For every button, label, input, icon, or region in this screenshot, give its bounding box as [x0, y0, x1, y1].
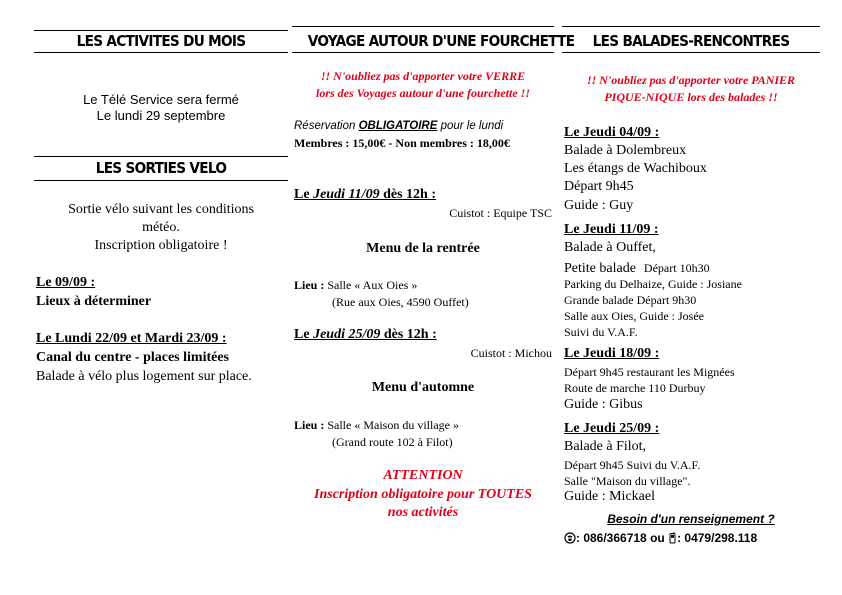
event1-address: (Rue aux Oies, 4590 Ouffet)	[332, 295, 469, 309]
balade2-depart: Départ 10h30	[643, 261, 710, 275]
mobile-phone-icon	[668, 532, 677, 547]
balade3-line3: Guide : Gibus	[564, 397, 643, 412]
balade2-line2	[564, 259, 710, 277]
divider	[34, 180, 288, 181]
balade2-petite: Petite balade	[564, 261, 636, 276]
reminder-panier-line2: PIQUE-NIQUE lors des balades !!	[604, 90, 778, 104]
column-voyage	[292, 0, 575, 595]
reminder-panier-line1: !! N'oubliez pas d'apporter votre PANIER	[586, 73, 796, 87]
event1-menu: Menu de la rentrée	[366, 241, 480, 256]
divider	[292, 52, 554, 53]
event2-date	[294, 327, 437, 343]
balade4-line4: Guide : Mickael	[564, 489, 655, 504]
reservation-text-end: pour le lundi	[437, 120, 504, 132]
balade4-line1: Balade à Filot,	[564, 439, 647, 454]
balade1-line1: Balade à Dolembreux	[564, 143, 687, 158]
divider	[34, 156, 288, 157]
event2-time: dès 12h :	[380, 327, 437, 342]
event2-lieu-label: Lieu :	[294, 418, 325, 432]
reminder-verre-line2: lors des Voyages autour d'une fourchette !!	[315, 86, 531, 100]
divider	[562, 52, 820, 53]
sortie-line2: météo.	[142, 220, 180, 235]
event2-lieu	[294, 418, 459, 433]
event2-address: (Grand route 102 à Filot)	[332, 435, 453, 449]
balade4-date: Le Jeudi 25/09 :	[564, 421, 660, 436]
event2-menu: Menu d'automne	[371, 380, 475, 395]
reservation-obligatoire: OBLIGATOIRE	[358, 120, 438, 132]
balade3-line1: Départ 9h45 restaurant les Mignées	[564, 365, 735, 379]
event1-lieu-label: Lieu :	[294, 278, 325, 292]
event1-date	[294, 187, 436, 203]
attention-title: ATTENTION	[383, 468, 463, 483]
balade2-line5: Salle aux Oies, Guide : Josée	[564, 309, 704, 323]
balade1-line2: Les étangs de Wachiboux	[564, 161, 707, 176]
balade3-line2: Route de marche 110 Durbuy	[564, 381, 706, 395]
event1-lieu-value: Salle « Aux Oies »	[324, 278, 418, 292]
divider	[34, 30, 288, 31]
attention-line2: Inscription obligatoire pour TOUTES	[314, 487, 532, 502]
event1-lieu	[294, 278, 417, 293]
event2-cook: Cuistot : Michou	[470, 346, 552, 360]
phone-icon	[564, 532, 576, 547]
info-request: Besoin d'un renseignement ?	[607, 512, 775, 526]
sortie-line3: Inscription obligatoire !	[94, 238, 228, 253]
reservation-text: Réservation	[294, 120, 359, 132]
balade3-date: Le Jeudi 18/09 :	[564, 346, 660, 361]
sortie-date-2: Le Lundi 22/09 et Mardi 23/09 :	[36, 331, 227, 346]
attention-line3: nos activités	[387, 505, 459, 520]
phone-number: : 086/366718 ou	[576, 531, 665, 545]
event1-day: Jeudi 11/09	[313, 187, 380, 202]
section-title-sorties: LES SORTIES VELO	[95, 159, 227, 177]
event1-le: Le	[294, 187, 314, 202]
sortie-date-2-desc2: Balade à vélo plus logement sur place.	[36, 369, 252, 384]
sortie-line1: Sortie vélo suivant les conditions	[68, 202, 254, 217]
section-title-balades: LES BALADES-RENCONTRES	[592, 32, 790, 50]
balade1-line3: Départ 9h45	[564, 179, 634, 194]
section-title-voyage: VOYAGE AUTOUR D'UNE FOURCHETTE	[307, 32, 575, 50]
prices: Membres : 15,00€ - Non membres : 18,00€	[294, 136, 510, 150]
event1-time: dès 12h :	[379, 187, 436, 202]
balade2-line1: Balade à Ouffet,	[564, 240, 656, 255]
tele-service-line2: Le lundi 29 septembre	[96, 108, 226, 123]
contact-line	[564, 531, 757, 547]
balade2-date: Le Jeudi 11/09 :	[564, 222, 659, 237]
balade4-line3: Salle "Maison du village".	[564, 474, 691, 488]
section-title-activites: LES ACTIVITES DU MOIS	[76, 32, 246, 50]
balade1-date: Le Jeudi 04/09 :	[564, 125, 660, 140]
divider	[292, 26, 554, 27]
tele-service-line1: Le Télé Service sera fermé	[83, 92, 239, 107]
sortie-date-1-desc: Lieux à déterminer	[36, 294, 152, 309]
balade4-line2: Départ 9h45 Suivi du V.A.F.	[564, 458, 701, 472]
divider	[562, 26, 820, 27]
column-balades	[562, 0, 820, 595]
balade2-line3: Parking du Delhaize, Guide : Josiane	[564, 277, 742, 291]
sortie-date-2-desc1: Canal du centre - places limitées	[36, 350, 229, 365]
divider	[34, 52, 288, 53]
event1-cook: Cuistot : Equipe TSC	[449, 206, 552, 220]
column-activites	[34, 0, 288, 595]
balade1-line4: Guide : Guy	[564, 198, 634, 213]
balade2-line6: Suivi du V.A.F.	[564, 325, 638, 339]
event2-le: Le	[294, 327, 314, 342]
sortie-date-1: Le 09/09 :	[36, 275, 96, 290]
mobile-number: : 0479/298.118	[677, 531, 758, 545]
event2-lieu-value: Salle « Maison du village »	[324, 418, 459, 432]
reservation-line	[294, 120, 503, 132]
balade2-line4: Grande balade Départ 9h30	[564, 293, 697, 307]
reminder-verre-line1: !! N'oubliez pas d'apporter votre VERRE	[320, 69, 526, 83]
event2-day: Jeudi 25/09	[313, 327, 381, 342]
